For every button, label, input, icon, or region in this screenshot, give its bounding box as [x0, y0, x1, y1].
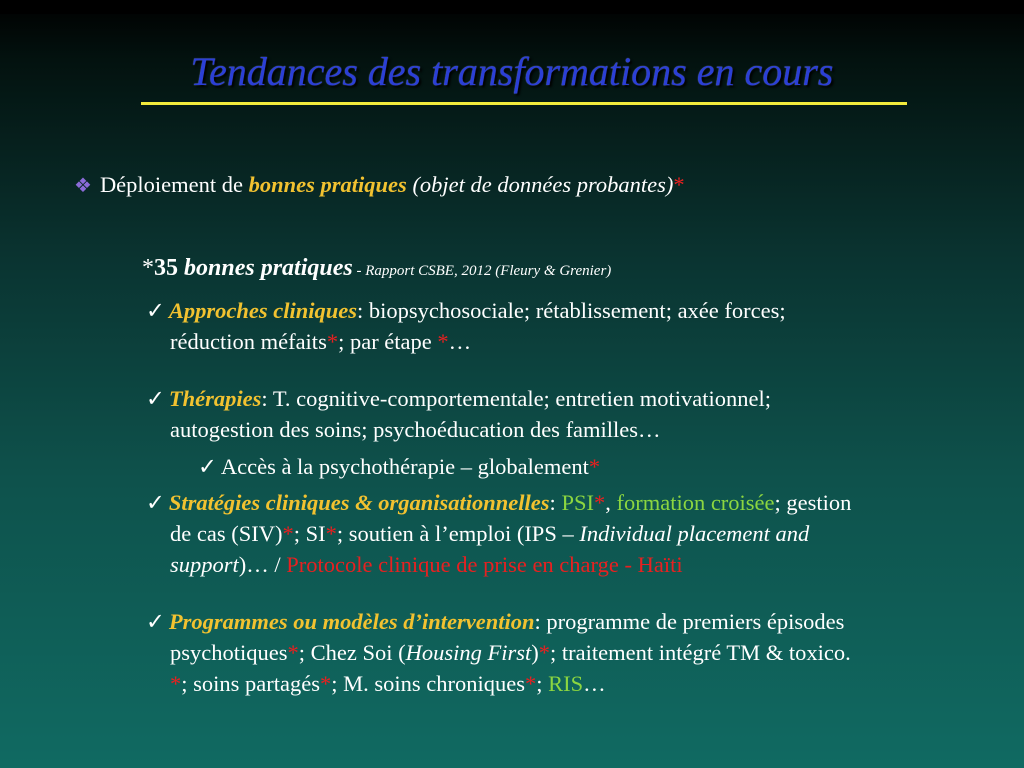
- strategies-text: de cas (SIV): [170, 521, 283, 546]
- item-therapies-line2: autogestion des soins; psychoéducation des familles…: [170, 417, 661, 442]
- programmes-text: psychotiques: [170, 640, 288, 665]
- bullet-highlight: bonnes pratiques: [248, 172, 407, 197]
- therapies-sub-text: Accès à la psychothérapie – globalement: [220, 454, 589, 479]
- strategies-text: ; soutien à l’emploi (IPS –: [336, 521, 580, 546]
- star-mark: *: [538, 640, 551, 665]
- housing-first-text: Housing First: [405, 640, 532, 665]
- star-mark: *: [282, 521, 294, 546]
- checkmark-icon: ✓: [198, 454, 217, 479]
- star-mark: *: [170, 671, 182, 696]
- approches-text: : biopsychosociale; rétablissement; axée forces;: [357, 298, 786, 323]
- title-underline: [141, 102, 907, 105]
- star-mark: *: [593, 490, 606, 515]
- programmes-text: ): [531, 640, 539, 665]
- programmes-text: ; traitement intégré TM & toxico.: [550, 640, 851, 665]
- checkmark-icon: ✓: [146, 386, 165, 411]
- strategies-italic-text: support: [170, 552, 239, 577]
- approches-text: ; par étape: [338, 329, 438, 354]
- strategies-italic-text: Individual placement and: [579, 521, 810, 546]
- star-mark: *: [437, 329, 449, 354]
- top-black-bar: [0, 0, 1024, 14]
- item-therapies-line1: [146, 385, 771, 413]
- strategies-text: )… /: [238, 552, 287, 577]
- strategies-heading: Stratégies cliniques & organisationnelles: [168, 490, 550, 515]
- ris-text: RIS: [548, 671, 584, 696]
- slide-title: Tendances des transformations en cours: [190, 49, 834, 94]
- programmes-text: : programme de premiers épisodes: [534, 609, 845, 634]
- item-approches-line2: [170, 328, 471, 356]
- subhead-count: 35: [154, 255, 178, 281]
- psi-link: PSI: [561, 490, 594, 515]
- item-approches-line1: [146, 297, 786, 325]
- star-mark: *: [588, 454, 601, 479]
- programmes-text: …: [583, 671, 606, 696]
- programmes-text: ; M. soins chroniques: [331, 671, 525, 696]
- therapies-text: : T. cognitive-comportementale; entretien motivationnel;: [261, 386, 771, 411]
- approches-text: réduction méfaits: [170, 329, 327, 354]
- item-programmes-line1: [146, 608, 844, 636]
- bullet-pre: Déploiement de: [99, 172, 249, 197]
- star-mark: *: [325, 521, 337, 546]
- strategies-text: ; SI: [293, 521, 326, 546]
- strategies-text: ,: [605, 490, 617, 515]
- star-mark: *: [326, 329, 339, 354]
- approches-text: …: [448, 329, 472, 354]
- subhead-star: *: [142, 255, 154, 281]
- subhead-label: bonnes pratiques: [184, 255, 353, 281]
- diamond-bullet-icon: ❖: [74, 175, 92, 197]
- strategies-text: :: [549, 490, 562, 515]
- approches-heading: Approches cliniques: [168, 298, 358, 323]
- checkmark-icon: ✓: [146, 609, 165, 634]
- item-strategies-line2: [170, 520, 809, 548]
- item-strategies-line3: [170, 551, 683, 579]
- strategies-text: ; gestion: [774, 490, 852, 515]
- item-therapies-sub: [198, 453, 600, 481]
- subhead: [142, 254, 611, 285]
- checkmark-icon: ✓: [146, 298, 165, 323]
- main-bullet: [74, 171, 685, 200]
- formation-croisee-text: formation croisée: [616, 490, 775, 515]
- item-programmes-line3: [170, 670, 606, 698]
- star-mark: *: [524, 671, 537, 696]
- item-programmes-line2: [170, 639, 851, 667]
- star-mark: *: [287, 640, 299, 665]
- protocole-haiti-text: Protocole clinique de prise en charge - Haïti: [286, 552, 683, 577]
- programmes-text: ;: [536, 671, 549, 696]
- programmes-text: ; Chez Soi (: [298, 640, 406, 665]
- bullet-star: *: [673, 172, 685, 197]
- star-mark: *: [319, 671, 332, 696]
- item-strategies-line1: [146, 489, 851, 517]
- subhead-source: - Rapport CSBE, 2012 (Fleury & Grenier): [352, 263, 612, 279]
- bullet-post: (objet de données probantes): [406, 172, 674, 197]
- checkmark-icon: ✓: [146, 490, 165, 515]
- programmes-heading: Programmes ou modèles d’intervention: [168, 609, 535, 634]
- programmes-text: ; soins partagés: [181, 671, 320, 696]
- therapies-heading: Thérapies: [168, 386, 262, 411]
